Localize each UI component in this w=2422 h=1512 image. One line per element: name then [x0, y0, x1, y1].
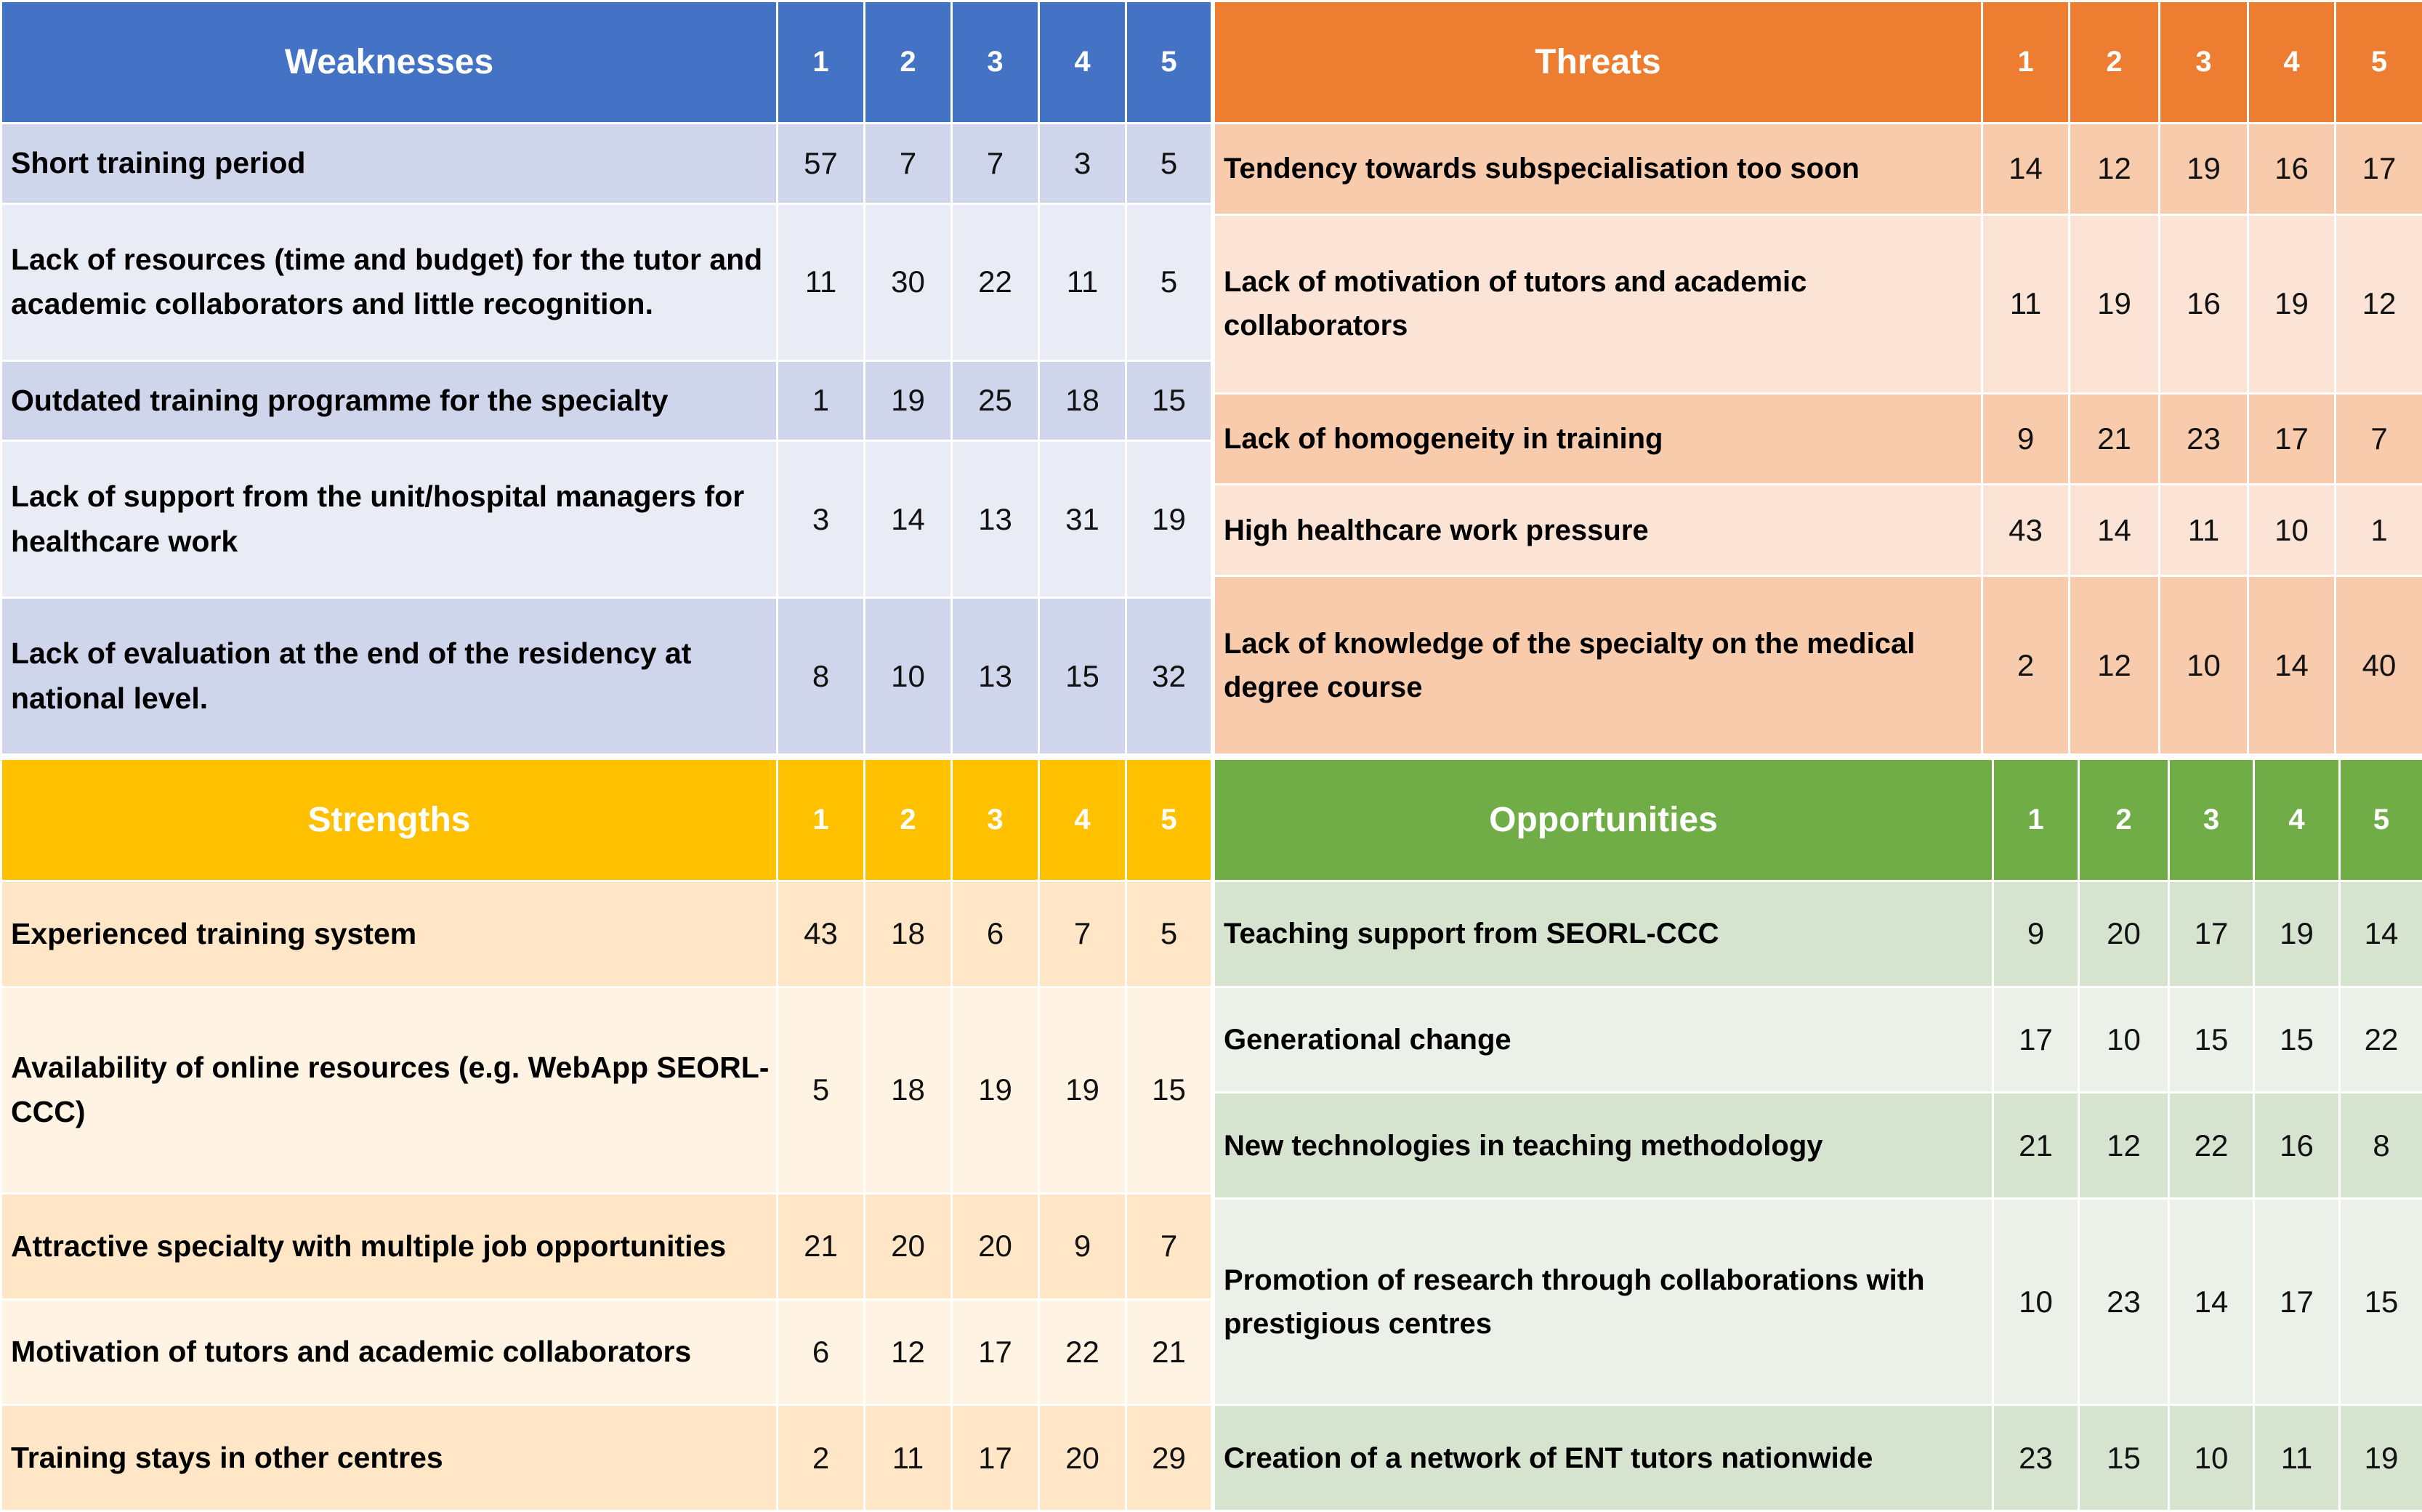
- row-label: Creation of a network of ENT tutors nationwide: [1214, 1405, 1993, 1511]
- row-label: Lack of knowledge of the specialty on the medical degree course: [1214, 576, 1982, 755]
- score-cell: 17: [952, 1299, 1039, 1405]
- score-cell: 12: [2070, 124, 2160, 215]
- table-row: [1, 1299, 1212, 1405]
- score-header-5: 5: [1126, 1, 1212, 124]
- row-label: Generational change: [1214, 987, 1993, 1093]
- score-cell: 40: [2336, 576, 2422, 755]
- score-cell: 11: [1039, 203, 1126, 360]
- score-cell: 23: [2160, 393, 2248, 485]
- score-header-4: 4: [1039, 1, 1126, 124]
- row-label: Lack of evaluation at the end of the residency at national level.: [1, 598, 778, 755]
- score-cell: 7: [1039, 881, 1126, 987]
- table-row: [1214, 1093, 2422, 1199]
- score-header-4: 4: [2254, 759, 2340, 881]
- row-label: Lack of resources (time and budget) for the tutor and academic collaborators and little recognition.: [1, 203, 778, 360]
- score-cell: 5: [1126, 203, 1212, 360]
- score-cell: 10: [1993, 1198, 2079, 1404]
- score-cell: 15: [1126, 360, 1212, 441]
- score-cell: 22: [2340, 987, 2422, 1093]
- score-cell: 14: [2070, 485, 2160, 576]
- score-cell: 15: [2340, 1198, 2422, 1404]
- row-label: New technologies in teaching methodology: [1214, 1093, 1993, 1199]
- score-cell: 10: [2248, 485, 2336, 576]
- score-cell: 6: [778, 1299, 865, 1405]
- score-cell: 17: [2169, 881, 2254, 987]
- score-cell: 23: [1993, 1405, 2079, 1511]
- score-cell: 19: [1039, 987, 1126, 1193]
- score-header-1: 1: [778, 1, 865, 124]
- score-cell: 8: [2340, 1093, 2422, 1199]
- table-row: [1, 441, 1212, 598]
- score-cell: 11: [865, 1405, 952, 1511]
- score-header-3: 3: [952, 1, 1039, 124]
- table-row: [1, 881, 1212, 987]
- threats-header-row: [1214, 1, 2422, 124]
- score-cell: 23: [2079, 1198, 2169, 1404]
- score-cell: 15: [2254, 987, 2340, 1093]
- table-row: [1, 360, 1212, 441]
- score-cell: 7: [952, 124, 1039, 204]
- score-cell: 14: [865, 441, 952, 598]
- score-cell: 3: [1039, 124, 1126, 204]
- row-label: Lack of support from the unit/hospital managers for healthcare work: [1, 441, 778, 598]
- score-cell: 21: [1993, 1093, 2079, 1199]
- row-label: Tendency towards subspecialisation too soon: [1214, 124, 1982, 215]
- score-cell: 9: [1993, 881, 2079, 987]
- score-cell: 22: [1039, 1299, 1126, 1405]
- score-cell: 57: [778, 124, 865, 204]
- table-row: [1214, 1405, 2422, 1511]
- row-label: Promotion of research through collaborations with prestigious centres: [1214, 1198, 1993, 1404]
- row-label: Outdated training programme for the specialty: [1, 360, 778, 441]
- strengths-quadrant: [0, 758, 1211, 1512]
- table-row: [1, 203, 1212, 360]
- score-cell: 15: [2169, 987, 2254, 1093]
- score-cell: 21: [778, 1194, 865, 1300]
- score-cell: 19: [2254, 881, 2340, 987]
- score-cell: 19: [2340, 1405, 2422, 1511]
- row-label: Lack of homogeneity in training: [1214, 393, 1982, 485]
- score-cell: 11: [2160, 485, 2248, 576]
- score-header-2: 2: [865, 1, 952, 124]
- score-cell: 2: [1982, 576, 2070, 755]
- score-cell: 15: [1126, 987, 1212, 1193]
- score-cell: 9: [1982, 393, 2070, 485]
- score-cell: 6: [952, 881, 1039, 987]
- score-header-2: 2: [2070, 1, 2160, 124]
- score-header-3: 3: [952, 759, 1039, 881]
- score-cell: 10: [865, 598, 952, 755]
- score-header-4: 4: [2248, 1, 2336, 124]
- table-row: [1214, 987, 2422, 1093]
- weaknesses-table: [0, 0, 1213, 756]
- score-cell: 5: [778, 987, 865, 1193]
- score-header-4: 4: [1039, 759, 1126, 881]
- score-cell: 12: [2079, 1093, 2169, 1199]
- score-cell: 5: [1126, 881, 1212, 987]
- threats-title: Threats: [1214, 1, 1982, 124]
- score-cell: 10: [2169, 1405, 2254, 1511]
- score-cell: 19: [1126, 441, 1212, 598]
- opportunities-title: Opportunities: [1214, 759, 1993, 881]
- score-cell: 30: [865, 203, 952, 360]
- score-cell: 18: [865, 881, 952, 987]
- score-cell: 19: [952, 987, 1039, 1193]
- table-row: [1214, 393, 2422, 485]
- score-cell: 13: [952, 441, 1039, 598]
- score-cell: 21: [2070, 393, 2160, 485]
- opportunities-header-row: [1214, 759, 2422, 881]
- score-cell: 20: [952, 1194, 1039, 1300]
- score-cell: 15: [2079, 1405, 2169, 1511]
- row-label: Training stays in other centres: [1, 1405, 778, 1511]
- score-header-2: 2: [2079, 759, 2169, 881]
- score-cell: 20: [2079, 881, 2169, 987]
- score-header-5: 5: [1126, 759, 1212, 881]
- table-row: [1214, 881, 2422, 987]
- score-header-1: 1: [1993, 759, 2079, 881]
- row-label: Lack of motivation of tutors and academic collaborators: [1214, 214, 1982, 393]
- table-row: [1, 1194, 1212, 1300]
- score-header-2: 2: [865, 759, 952, 881]
- score-cell: 19: [2160, 124, 2248, 215]
- strengths-table: [0, 758, 1213, 1512]
- strengths-title: Strengths: [1, 759, 778, 881]
- score-cell: 2: [778, 1405, 865, 1511]
- weaknesses-title: Weaknesses: [1, 1, 778, 124]
- score-cell: 17: [1993, 987, 2079, 1093]
- score-cell: 14: [1982, 124, 2070, 215]
- row-label: Motivation of tutors and academic collaborators: [1, 1299, 778, 1405]
- score-cell: 19: [865, 360, 952, 441]
- score-cell: 43: [778, 881, 865, 987]
- row-label: Experienced training system: [1, 881, 778, 987]
- row-label: High healthcare work pressure: [1214, 485, 1982, 576]
- score-cell: 11: [1982, 214, 2070, 393]
- score-header-5: 5: [2336, 1, 2422, 124]
- row-label: Attractive specialty with multiple job opportunities: [1, 1194, 778, 1300]
- score-cell: 16: [2248, 124, 2336, 215]
- score-cell: 31: [1039, 441, 1126, 598]
- score-cell: 14: [2169, 1198, 2254, 1404]
- score-cell: 10: [2079, 987, 2169, 1093]
- score-cell: 7: [1126, 1194, 1212, 1300]
- score-cell: 10: [2160, 576, 2248, 755]
- score-cell: 17: [2254, 1198, 2340, 1404]
- score-cell: 15: [1039, 598, 1126, 755]
- table-row: [1, 987, 1212, 1193]
- score-cell: 12: [2070, 576, 2160, 755]
- score-cell: 19: [2070, 214, 2160, 393]
- score-cell: 22: [2169, 1093, 2254, 1199]
- score-cell: 17: [2336, 124, 2422, 215]
- score-cell: 9: [1039, 1194, 1126, 1300]
- score-cell: 29: [1126, 1405, 1212, 1511]
- opportunities-table: [1213, 758, 2422, 1512]
- score-header-5: 5: [2340, 759, 2422, 881]
- score-header-3: 3: [2169, 759, 2254, 881]
- score-cell: 19: [2248, 214, 2336, 393]
- score-cell: 32: [1126, 598, 1212, 755]
- row-label: Teaching support from SEORL-CCC: [1214, 881, 1993, 987]
- weaknesses-header-row: [1, 1, 1212, 124]
- strengths-header-row: [1, 759, 1212, 881]
- score-header-3: 3: [2160, 1, 2248, 124]
- score-cell: 7: [865, 124, 952, 204]
- table-row: [1214, 214, 2422, 393]
- score-header-1: 1: [1982, 1, 2070, 124]
- score-cell: 1: [2336, 485, 2422, 576]
- table-row: [1214, 124, 2422, 215]
- score-cell: 16: [2254, 1093, 2340, 1199]
- score-cell: 14: [2248, 576, 2336, 755]
- score-cell: 3: [778, 441, 865, 598]
- score-cell: 7: [2336, 393, 2422, 485]
- table-row: [1214, 576, 2422, 755]
- score-cell: 8: [778, 598, 865, 755]
- row-label: Short training period: [1, 124, 778, 204]
- table-row: [1214, 485, 2422, 576]
- score-cell: 22: [952, 203, 1039, 360]
- score-header-1: 1: [778, 759, 865, 881]
- score-cell: 17: [952, 1405, 1039, 1511]
- score-cell: 17: [2248, 393, 2336, 485]
- score-cell: 11: [2254, 1405, 2340, 1511]
- score-cell: 12: [865, 1299, 952, 1405]
- threats-quadrant: [1213, 0, 2422, 756]
- score-cell: 20: [1039, 1405, 1126, 1511]
- score-cell: 14: [2340, 881, 2422, 987]
- score-cell: 12: [2336, 214, 2422, 393]
- score-cell: 43: [1982, 485, 2070, 576]
- score-cell: 25: [952, 360, 1039, 441]
- opportunities-quadrant: [1213, 758, 2422, 1512]
- table-row: [1214, 1198, 2422, 1404]
- table-row: [1, 1405, 1212, 1511]
- score-cell: 18: [865, 987, 952, 1193]
- score-cell: 11: [778, 203, 865, 360]
- weaknesses-quadrant: [0, 0, 1211, 756]
- threats-table: [1213, 0, 2422, 756]
- score-cell: 21: [1126, 1299, 1212, 1405]
- score-cell: 16: [2160, 214, 2248, 393]
- score-cell: 13: [952, 598, 1039, 755]
- score-cell: 20: [865, 1194, 952, 1300]
- table-row: [1, 598, 1212, 755]
- table-row: [1, 124, 1212, 204]
- row-label: Availability of online resources (e.g. WebApp SEORL-CCC): [1, 987, 778, 1193]
- score-cell: 18: [1039, 360, 1126, 441]
- score-cell: 1: [778, 360, 865, 441]
- score-cell: 5: [1126, 124, 1212, 204]
